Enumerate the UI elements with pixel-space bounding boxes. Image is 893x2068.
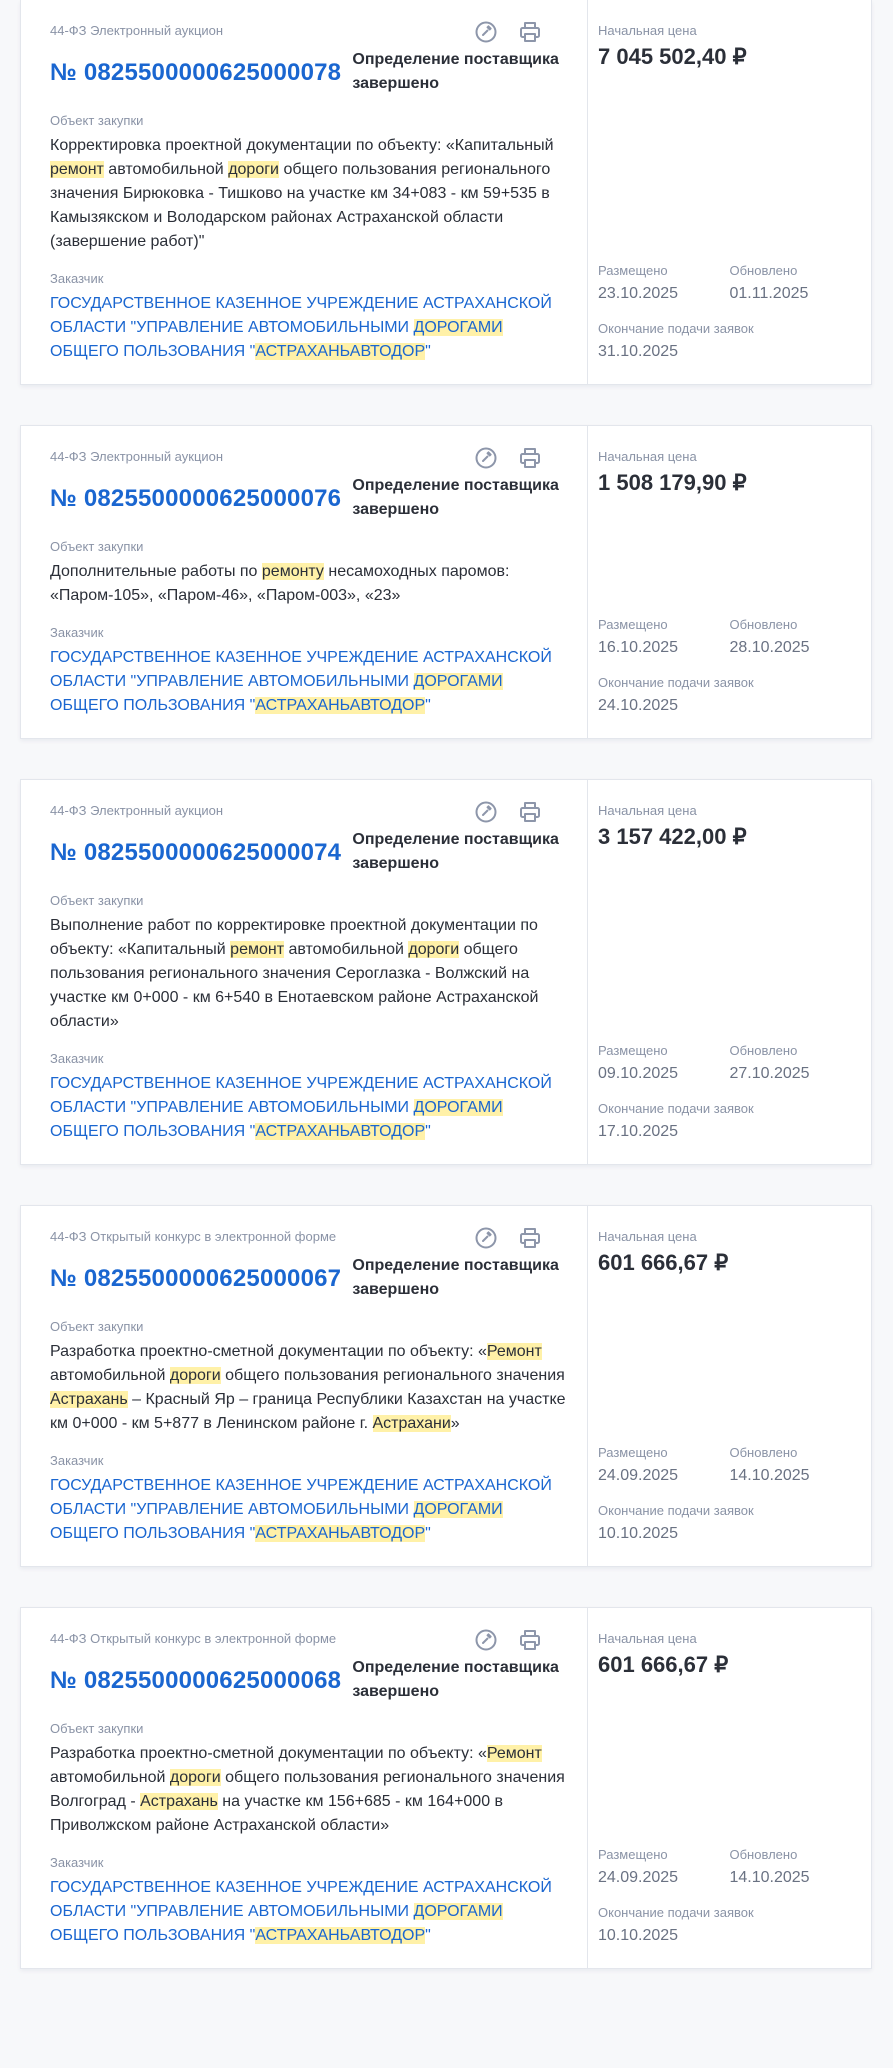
subject-text xyxy=(50,1340,567,1436)
start-price-label: Начальная цена xyxy=(598,1631,697,1646)
highlighted-term: Астрахань xyxy=(140,1793,218,1810)
tender-number-link[interactable]: № 0825500000625000068 xyxy=(50,1667,342,1694)
updated-label: Обновлено xyxy=(729,617,798,632)
card-actions xyxy=(474,446,542,470)
highlighted-term: дороги xyxy=(228,161,279,178)
number-row xyxy=(50,828,567,876)
subject-text xyxy=(50,134,567,254)
highlighted-term: дороги xyxy=(408,941,460,958)
text-segment: ОБЩЕГО ПОЛЬЗОВАНИЯ " xyxy=(50,343,256,360)
tender-status: Определение поставщика завершено xyxy=(352,477,559,518)
print-icon[interactable] xyxy=(518,800,542,824)
updated-label: Обновлено xyxy=(729,263,798,278)
auction-icon[interactable] xyxy=(474,1226,498,1250)
text-segment: на участке км 156+685 - км 164+000 в Приволжском районе Астраханской области» xyxy=(50,1793,504,1834)
start-price-label: Начальная цена xyxy=(598,23,697,38)
updated-label: Обновлено xyxy=(729,1445,798,1460)
tender-card-main xyxy=(21,1206,588,1566)
posted-date: 24.09.2025 xyxy=(598,1467,679,1484)
highlighted-term: АСТРАХАНЬАВТОДОР xyxy=(255,1927,426,1944)
highlighted-term: ремонт xyxy=(50,161,104,178)
tender-card-main xyxy=(21,780,588,1164)
text-segment: ГОСУДАРСТВЕННОЕ КАЗЕННОЕ УЧРЕЖДЕНИЕ АСТРАХАНСКОЙ ОБЛАСТИ "УПРАВЛЕНИЕ АВТОМОБИЛЬНЫМИ xyxy=(50,295,552,336)
customer-link[interactable] xyxy=(50,646,567,718)
highlighted-term: ДОРОГАМИ xyxy=(413,1099,503,1116)
customer-label: Заказчик xyxy=(50,271,104,286)
text-segment: " xyxy=(425,1525,431,1542)
highlighted-term: АСТРАХАНЬАВТОДОР xyxy=(255,697,426,714)
start-price-label: Начальная цена xyxy=(598,449,697,464)
highlighted-term: АСТРАХАНЬАВТОДОР xyxy=(255,343,426,360)
tender-card-main xyxy=(21,1608,588,1968)
number-row xyxy=(50,1656,567,1704)
tender-card xyxy=(20,1205,872,1567)
dates-block xyxy=(598,1846,861,1948)
text-segment: Разработка проектно-сметной документации по объекту: « xyxy=(50,1343,487,1360)
subject-label: Объект закупки xyxy=(50,113,144,128)
customer-label: Заказчик xyxy=(50,1453,104,1468)
number-row xyxy=(50,474,567,522)
text-segment: автомобильной xyxy=(284,941,409,958)
highlighted-term: ДОРОГАМИ xyxy=(413,1501,503,1518)
deadline-date: 24.10.2025 xyxy=(598,697,679,714)
dates-block xyxy=(598,262,861,364)
text-segment: » xyxy=(450,1415,460,1432)
tender-card-side xyxy=(588,1206,871,1566)
highlighted-term: Ремонт xyxy=(486,1745,542,1762)
deadline-date: 10.10.2025 xyxy=(598,1525,679,1542)
subject-label: Объект закупки xyxy=(50,1721,144,1736)
tender-number-link[interactable]: № 0825500000625000074 xyxy=(50,839,342,866)
tender-status: Определение поставщика завершено xyxy=(352,831,559,872)
print-icon[interactable] xyxy=(518,1628,542,1652)
text-segment: " xyxy=(425,343,431,360)
tender-status: Определение поставщика завершено xyxy=(352,1659,559,1700)
text-segment: общего пользования регионального значения Волгоград - xyxy=(50,1769,565,1810)
deadline-label: Окончание подачи заявок xyxy=(598,675,754,690)
subject-label: Объект закупки xyxy=(50,893,144,908)
deadline-label: Окончание подачи заявок xyxy=(598,321,754,336)
text-segment: общего пользования регионального значения Сероглазка - Волжский на участке км 0+000 - км 6+540 в Енотаевском районе Астраханской области» xyxy=(50,941,539,1030)
text-segment: " xyxy=(425,1123,431,1140)
card-actions xyxy=(474,800,542,824)
auction-icon[interactable] xyxy=(474,446,498,470)
highlighted-term: дороги xyxy=(169,1769,221,1786)
law-type: 44-ФЗ Электронный аукцион xyxy=(50,449,224,464)
start-price-label: Начальная цена xyxy=(598,803,697,818)
subject-label: Объект закупки xyxy=(50,539,144,554)
customer-link[interactable] xyxy=(50,292,567,364)
dates-block xyxy=(598,1042,861,1144)
customer-label: Заказчик xyxy=(50,1051,104,1066)
highlighted-term: Ремонт xyxy=(486,1343,542,1360)
deadline-date: 31.10.2025 xyxy=(598,343,679,360)
text-segment: ОБЩЕГО ПОЛЬЗОВАНИЯ " xyxy=(50,1927,256,1944)
posted-label: Размещено xyxy=(598,1445,668,1460)
customer-label: Заказчик xyxy=(50,1855,104,1870)
highlighted-term: АСТРАХАНЬАВТОДОР xyxy=(255,1123,426,1140)
tender-card-side xyxy=(588,1608,871,1968)
text-segment: ОБЩЕГО ПОЛЬЗОВАНИЯ " xyxy=(50,1123,256,1140)
highlighted-term: Астрахань xyxy=(50,1391,128,1408)
text-segment: ОБЩЕГО ПОЛЬЗОВАНИЯ " xyxy=(50,1525,256,1542)
customer-link[interactable] xyxy=(50,1072,567,1144)
highlighted-term: ДОРОГАМИ xyxy=(413,1903,503,1920)
law-type: 44-ФЗ Электронный аукцион xyxy=(50,803,224,818)
highlighted-term: Астрахани xyxy=(372,1415,451,1432)
tender-card-side xyxy=(588,426,871,738)
tender-number-link[interactable]: № 0825500000625000067 xyxy=(50,1265,342,1292)
tender-card xyxy=(20,779,872,1165)
text-segment: несамоходных паромов: «Паром-105», «Паром-46», «Паром-003», «23» xyxy=(50,563,510,604)
updated-date: 28.10.2025 xyxy=(729,639,810,656)
deadline-label: Окончание подачи заявок xyxy=(598,1101,754,1116)
updated-date: 14.10.2025 xyxy=(729,1869,810,1886)
print-icon[interactable] xyxy=(518,20,542,44)
text-segment: ГОСУДАРСТВЕННОЕ КАЗЕННОЕ УЧРЕЖДЕНИЕ АСТРАХАНСКОЙ ОБЛАСТИ "УПРАВЛЕНИЕ АВТОМОБИЛЬНЫМИ xyxy=(50,1477,552,1518)
start-price-value: 601 666,67 ₽ xyxy=(598,1652,729,1677)
posted-date: 23.10.2025 xyxy=(598,285,679,302)
highlighted-term: дороги xyxy=(169,1367,221,1384)
updated-date: 14.10.2025 xyxy=(729,1467,810,1484)
highlighted-term: ДОРОГАМИ xyxy=(413,673,503,690)
text-segment: общего пользования регионального значения xyxy=(220,1367,565,1384)
text-segment: ГОСУДАРСТВЕННОЕ КАЗЕННОЕ УЧРЕЖДЕНИЕ АСТРАХАНСКОЙ ОБЛАСТИ "УПРАВЛЕНИЕ АВТОМОБИЛЬНЫМИ xyxy=(50,649,552,690)
tender-card-side xyxy=(588,780,871,1164)
dates-block xyxy=(598,616,861,718)
tender-status: Определение поставщика завершено xyxy=(352,1257,559,1298)
updated-date: 27.10.2025 xyxy=(729,1065,810,1082)
deadline-label: Окончание подачи заявок xyxy=(598,1503,754,1518)
posted-date: 16.10.2025 xyxy=(598,639,679,656)
highlighted-term: ремонту xyxy=(261,563,324,580)
tender-card xyxy=(20,425,872,739)
auction-icon[interactable] xyxy=(474,20,498,44)
tender-card-main xyxy=(21,426,588,738)
updated-label: Обновлено xyxy=(729,1043,798,1058)
number-row xyxy=(50,1254,567,1302)
start-price-label: Начальная цена xyxy=(598,1229,697,1244)
customer-link[interactable] xyxy=(50,1876,567,1948)
updated-label: Обновлено xyxy=(729,1847,798,1862)
posted-label: Размещено xyxy=(598,263,668,278)
tender-number-link[interactable]: № 0825500000625000078 xyxy=(50,59,342,86)
start-price-value: 1 508 179,90 ₽ xyxy=(598,470,747,495)
print-icon[interactable] xyxy=(518,446,542,470)
auction-icon[interactable] xyxy=(474,1628,498,1652)
posted-label: Размещено xyxy=(598,1043,668,1058)
card-actions xyxy=(474,1628,542,1652)
tender-number-link[interactable]: № 0825500000625000076 xyxy=(50,485,342,512)
text-segment: – Красный Яр – граница Республики Казахстан на участке км 0+000 - км 5+877 в Ленинском районе г. xyxy=(50,1391,566,1432)
deadline-date: 10.10.2025 xyxy=(598,1927,679,1944)
text-segment: " xyxy=(425,697,431,714)
customer-link[interactable] xyxy=(50,1474,567,1546)
posted-date: 09.10.2025 xyxy=(598,1065,679,1082)
tender-card-main xyxy=(21,0,588,384)
text-segment: автомобильной xyxy=(50,1367,170,1384)
dates-block xyxy=(598,1444,861,1546)
text-segment: ГОСУДАРСТВЕННОЕ КАЗЕННОЕ УЧРЕЖДЕНИЕ АСТРАХАНСКОЙ ОБЛАСТИ "УПРАВЛЕНИЕ АВТОМОБИЛЬНЫМИ xyxy=(50,1075,552,1116)
number-row xyxy=(50,48,567,96)
text-segment: ОБЩЕГО ПОЛЬЗОВАНИЯ " xyxy=(50,697,256,714)
start-price-value: 7 045 502,40 ₽ xyxy=(598,44,747,69)
law-type: 44-ФЗ Открытый конкурс в электронной форме xyxy=(50,1631,337,1646)
tender-card xyxy=(20,0,872,385)
text-segment: Корректировка проектной документации по объекту: «Капитальный xyxy=(50,137,554,154)
deadline-date: 17.10.2025 xyxy=(598,1123,679,1140)
posted-label: Размещено xyxy=(598,1847,668,1862)
highlighted-term: ремонт xyxy=(230,941,285,958)
start-price-value: 3 157 422,00 ₽ xyxy=(598,824,747,849)
updated-date: 01.11.2025 xyxy=(729,285,809,302)
tender-status: Определение поставщика завершено xyxy=(352,51,559,92)
cards-container xyxy=(20,0,873,1969)
posted-date: 24.09.2025 xyxy=(598,1869,679,1886)
posted-label: Размещено xyxy=(598,617,668,632)
highlighted-term: АСТРАХАНЬАВТОДОР xyxy=(255,1525,426,1542)
customer-label: Заказчик xyxy=(50,625,104,640)
text-segment: автомобильной xyxy=(50,1769,170,1786)
card-actions xyxy=(474,1226,542,1250)
subject-text xyxy=(50,914,567,1034)
text-segment: Выполнение работ по корректировке проектной документации по объекту: «Капитальный xyxy=(50,917,538,958)
print-icon[interactable] xyxy=(518,1226,542,1250)
start-price-value: 601 666,67 ₽ xyxy=(598,1250,729,1275)
subject-text xyxy=(50,560,567,608)
auction-icon[interactable] xyxy=(474,800,498,824)
text-segment: автомобильной xyxy=(103,161,229,178)
highlighted-term: ДОРОГАМИ xyxy=(413,319,503,336)
law-type: 44-ФЗ Электронный аукцион xyxy=(50,23,224,38)
text-segment: Разработка проектно-сметной документации по объекту: « xyxy=(50,1745,487,1762)
subject-text xyxy=(50,1742,567,1838)
tender-card-side xyxy=(588,0,871,384)
card-actions xyxy=(474,20,542,44)
tender-card xyxy=(20,1607,872,1969)
text-segment: " xyxy=(425,1927,431,1944)
law-type: 44-ФЗ Открытый конкурс в электронной форме xyxy=(50,1229,337,1244)
subject-label: Объект закупки xyxy=(50,1319,144,1334)
deadline-label: Окончание подачи заявок xyxy=(598,1905,754,1920)
text-segment: Дополнительные работы по xyxy=(50,563,262,580)
text-segment: общего пользования регионального значения Бирюковка - Тишково на участке км 34+083 - км 59+535 в Камызякском и Володарском районах Астраханской области (завершение работ)" xyxy=(50,161,551,250)
text-segment: ГОСУДАРСТВЕННОЕ КАЗЕННОЕ УЧРЕЖДЕНИЕ АСТРАХАНСКОЙ ОБЛАСТИ "УПРАВЛЕНИЕ АВТОМОБИЛЬНЫМИ xyxy=(50,1879,552,1920)
